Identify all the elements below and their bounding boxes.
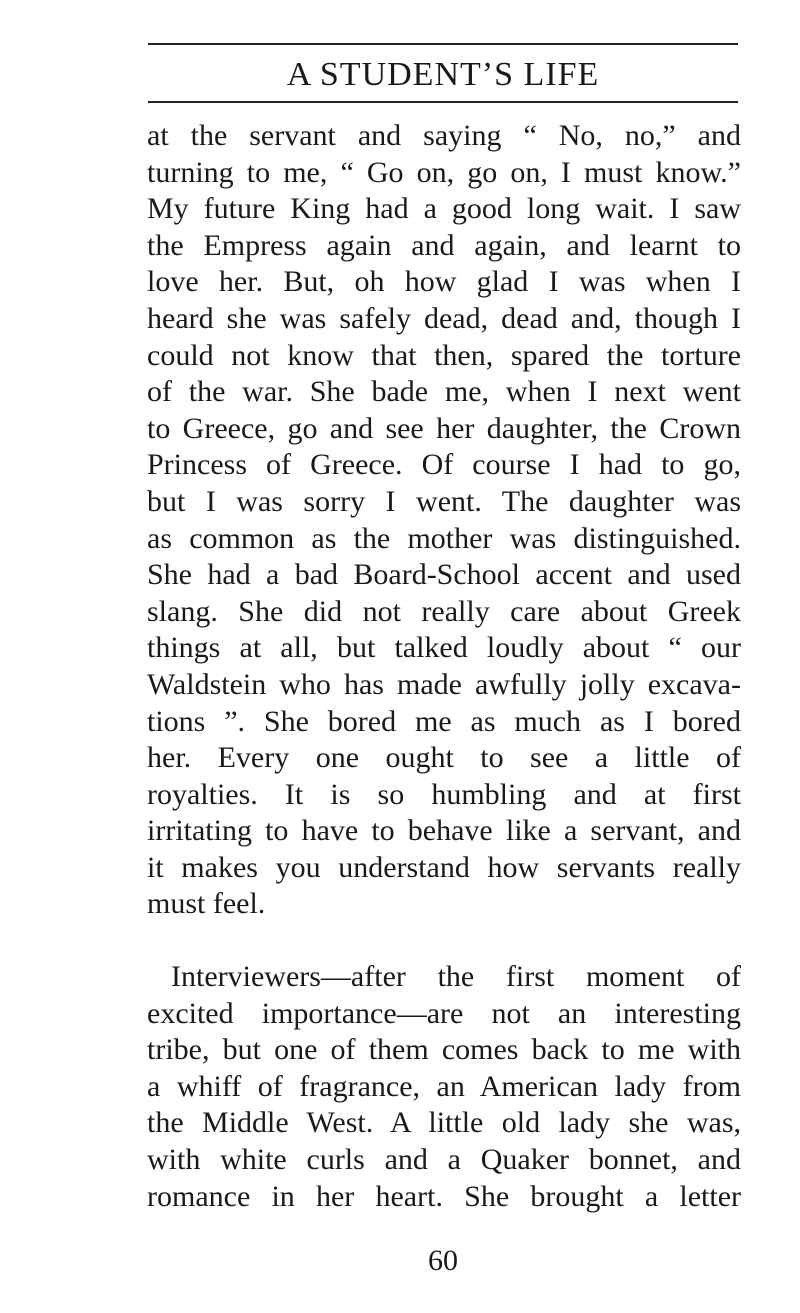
- text-line: tions ”. She bored me as much as I bored: [147, 704, 741, 738]
- text-line: but I was sorry I went. The daughter was: [147, 484, 741, 518]
- text-line: must feel.: [147, 887, 266, 921]
- header-rule-bottom: [148, 101, 738, 103]
- text-line: it makes you understand how servants really: [147, 850, 741, 884]
- page-number: 60: [428, 1244, 458, 1277]
- text-line: of the war. She bade me, when I next went: [147, 375, 741, 409]
- text-line: Waldstein who has made awfully jolly excava-: [147, 667, 741, 701]
- text-line: excited importance—are not an interesting: [147, 996, 741, 1030]
- text-line: romance in her heart. She brought a letter: [147, 1179, 741, 1213]
- text-line: Princess of Greece. Of course I had to go,: [147, 448, 741, 482]
- paragraph-2: [147, 959, 741, 1215]
- text-line: could not know that then, spared the torture: [147, 338, 741, 372]
- header-rule-top: [148, 43, 738, 45]
- running-head: A STUDENT’S LIFE: [286, 56, 600, 93]
- text-line: with white curls and a Quaker bonnet, and: [147, 1143, 741, 1177]
- text-line: tribe, but one of them comes back to me with: [147, 1033, 741, 1067]
- text-line: slang. She did not really care about Greek: [147, 594, 741, 628]
- body-text: [147, 118, 741, 1215]
- text-line: My future King had a good long wait. I saw: [147, 192, 741, 226]
- text-line: a whiff of fragrance, an American lady from: [147, 1069, 741, 1103]
- text-line: turning to me, “ Go on, go on, I must know.”: [147, 155, 741, 189]
- paragraph-1: [147, 118, 741, 923]
- text-line: irritating to have to behave like a servant, and: [147, 814, 741, 848]
- text-line: to Greece, go and see her daughter, the Crown: [147, 411, 741, 445]
- text-line: Interviewers—after the first moment of: [171, 960, 741, 994]
- text-line: at the servant and saying “ No, no,” and: [147, 119, 741, 152]
- text-line: love her. But, oh how glad I was when I: [147, 265, 741, 299]
- text-line: heard she was safely dead, dead and, though I: [147, 301, 741, 335]
- text-line: the Middle West. A little old lady she was,: [147, 1106, 741, 1140]
- text-line: things at all, but talked loudly about “ our: [147, 631, 741, 665]
- text-line: as common as the mother was distinguished.: [147, 521, 741, 555]
- text-line: the Empress again and again, and learnt to: [147, 228, 741, 262]
- text-line: her. Every one ought to see a little of: [147, 741, 741, 775]
- text-line: royalties. It is so humbling and at first: [147, 777, 741, 811]
- text-line: She had a bad Board-School accent and used: [147, 558, 741, 592]
